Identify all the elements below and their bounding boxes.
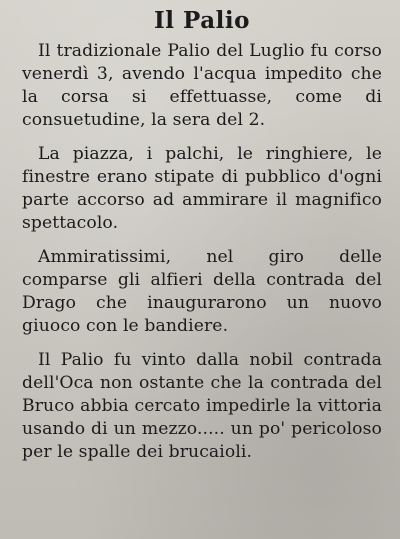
article-paragraph-2: La piazza, i palchi, le ringhiere, le finestre erano stipate di pubblico d'ogni parte accorso ad ammirare il magnifico spettacolo. (22, 144, 382, 233)
article-paragraph-1: Il tradizionale Palio del Luglio fu corso venerdì 3, avendo l'acqua impedito che la corsa si effettuasse, come di consuetudine, la sera del 2. (22, 41, 382, 130)
article-title: Il Palio (154, 7, 250, 34)
article-paragraph-3: Ammiratissimi, nel giro delle comparse gli alfieri della contrada del Drago che inaugurarono un nuovo giuoco con le bandiere. (22, 247, 382, 336)
article-paragraph-4: Il Palio fu vinto dalla nobil contrada dell'Oca non ostante che la contrada del Bruco abbia cercato impedirle la vittoria usando di un mezzo..... un po' pericoloso per le spalle dei brucaioli. (22, 350, 382, 462)
